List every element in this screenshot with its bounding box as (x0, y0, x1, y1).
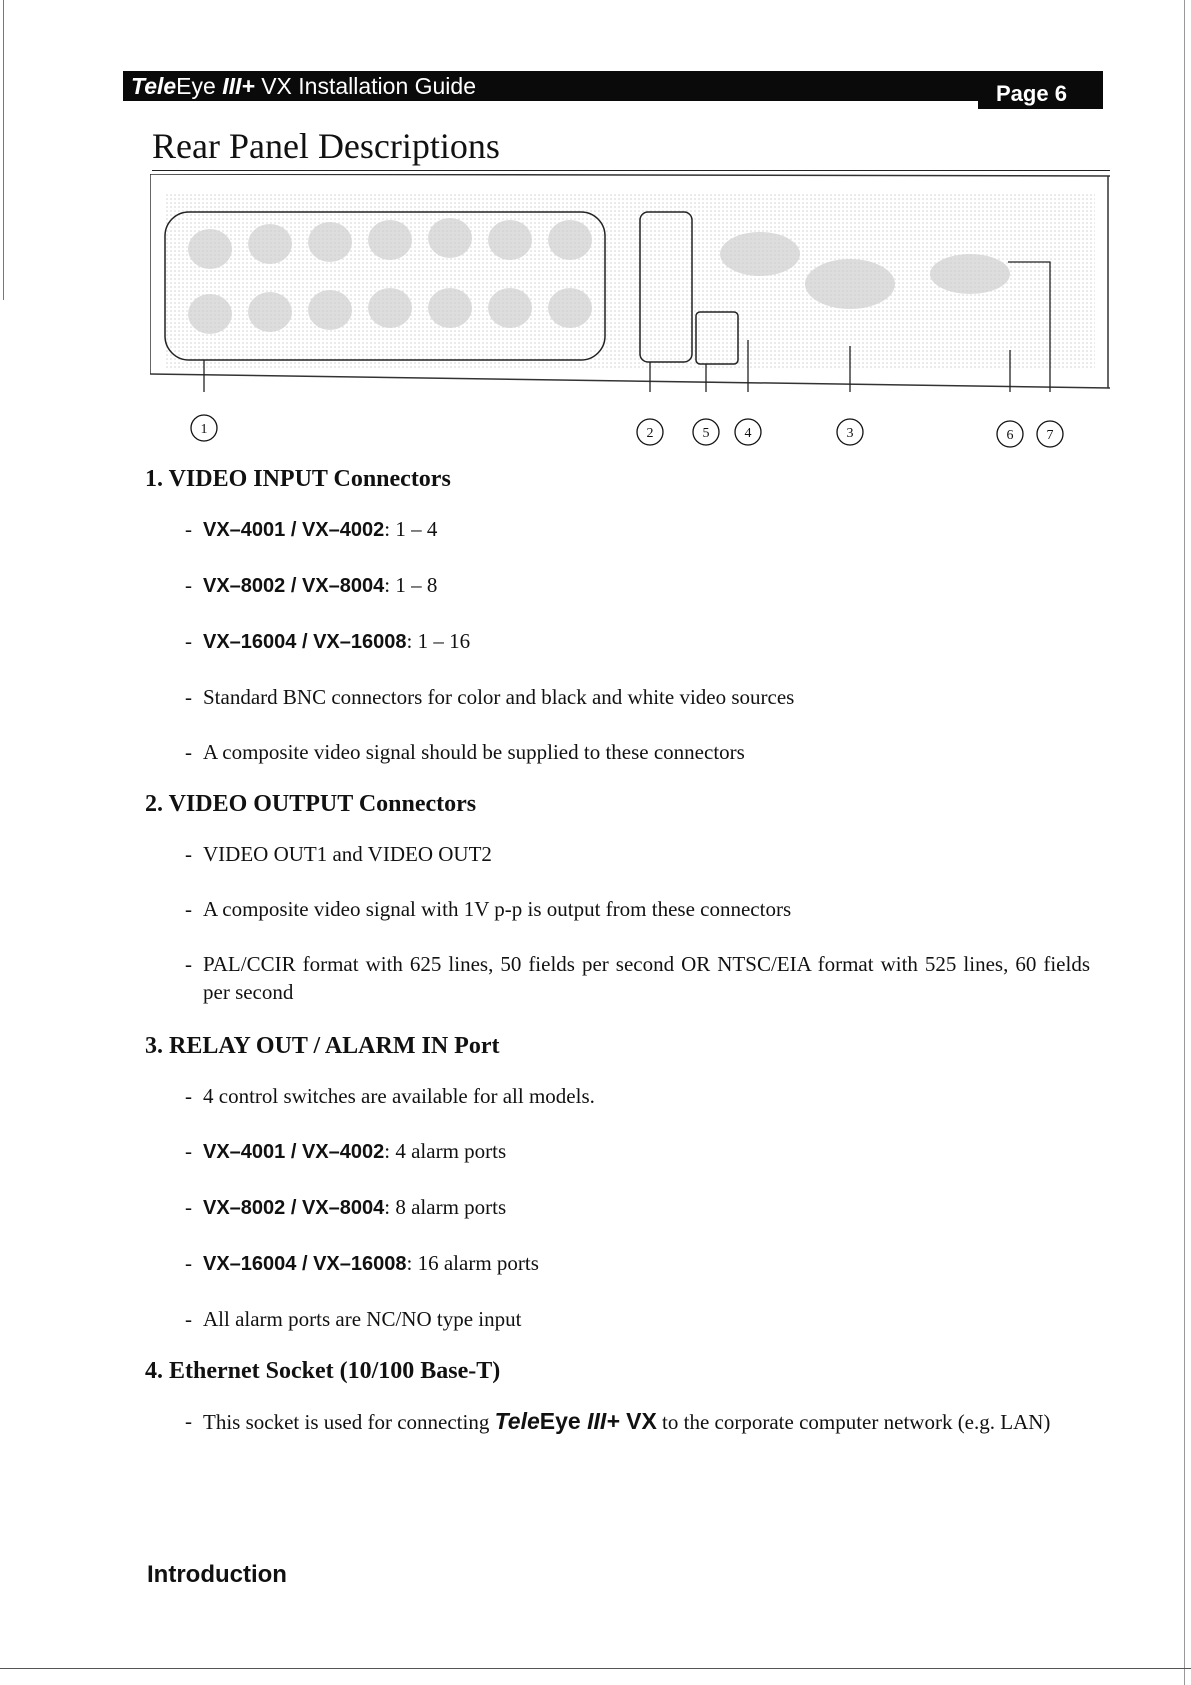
list-item (185, 738, 1090, 766)
item-text: PAL/CCIR format with 625 lines, 50 fields per second OR NTSC/EIA format with 525 lines, 60 fields per second (203, 952, 1090, 1004)
item-text: to the corporate computer network (e.g. LAN) (656, 1410, 1051, 1434)
brand-eye: Eye (176, 73, 223, 99)
brand-model: III+ (222, 73, 255, 99)
header-title (131, 73, 476, 100)
page-number-box (978, 77, 1103, 109)
callout-1-label: 1 (200, 422, 208, 437)
item-text: All alarm ports are NC/NO type input (203, 1307, 522, 1331)
item-text: 4 control switches are available for all models. (203, 1084, 595, 1108)
item-text: Standard BNC connectors for color and black and white video sources (203, 685, 795, 709)
header-bar (123, 71, 1103, 106)
item-text: A composite video signal with 1V p-p is output from these connectors (203, 897, 792, 921)
brand-inline (495, 1408, 657, 1434)
page-right-edge (1184, 0, 1185, 1685)
list-ethernet (145, 1407, 1090, 1436)
item-text: A composite video signal should be supplied to these connectors (203, 740, 745, 764)
callout-5-label: 5 (702, 426, 710, 441)
list-item (185, 950, 1090, 1006)
section-heading-relay-alarm: 3. RELAY OUT / ALARM IN Port (145, 1033, 500, 1059)
content-body (145, 466, 1090, 1436)
brand-vx: VX (619, 1408, 657, 1434)
model-label: VX–4001 / VX–4002 (203, 519, 385, 541)
list-video-output (145, 840, 1090, 1006)
callout-7-label: 7 (1046, 428, 1054, 443)
item-text: : 16 alarm ports (406, 1251, 539, 1275)
section-heading-ethernet: 4. Ethernet Socket (10/100 Base-T) (145, 1358, 501, 1384)
list-item (185, 1305, 1090, 1333)
list-item (185, 1193, 1090, 1222)
list-item (185, 840, 1090, 868)
brand-model: III+ (587, 1408, 620, 1434)
page-number: Page 6 (996, 81, 1067, 106)
brand-tele: Tele (494, 1408, 540, 1434)
model-label: VX–8002 / VX–8004 (203, 1197, 385, 1219)
section-heading-video-input: 1. VIDEO INPUT Connectors (145, 466, 451, 492)
item-text: : 4 alarm ports (384, 1139, 507, 1163)
list-item (185, 683, 1090, 711)
list-video-input (145, 515, 1090, 766)
item-text: : 1 – 8 (384, 573, 438, 597)
panel-body (150, 174, 1110, 388)
item-text: VIDEO OUT1 and VIDEO OUT2 (203, 842, 492, 866)
list-item (185, 1407, 1090, 1436)
list-item (185, 571, 1090, 600)
list-relay-alarm (145, 1082, 1090, 1333)
callout-6-label: 6 (1006, 428, 1014, 443)
model-label: VX–4001 / VX–4002 (203, 1141, 385, 1163)
section-heading-video-output: 2. VIDEO OUTPUT Connectors (145, 791, 477, 817)
model-label: VX–16004 / VX–16008 (203, 1253, 407, 1275)
callout-2-label: 2 (646, 426, 654, 441)
callout-4-label: 4 (744, 426, 752, 441)
title-rule (152, 170, 1110, 171)
rear-panel-diagram (150, 174, 1110, 392)
callout-markers (150, 410, 1110, 450)
footer-section-name: Introduction (147, 1561, 287, 1588)
model-label: VX–8002 / VX–8004 (203, 575, 385, 597)
item-text: This socket is used for connecting (203, 1410, 495, 1434)
item-text: : 1 – 4 (384, 517, 438, 541)
page-title: Rear Panel Descriptions (152, 126, 500, 166)
brand-tele: Tele (131, 73, 177, 99)
header-title-rest: VX Installation Guide (254, 73, 476, 99)
callout-3-label: 3 (846, 426, 854, 441)
list-item (185, 1082, 1090, 1110)
list-item (185, 895, 1090, 923)
list-item (185, 1137, 1090, 1166)
brand-eye: Eye (539, 1408, 588, 1434)
list-item (185, 627, 1090, 656)
item-text: : 8 alarm ports (384, 1195, 507, 1219)
list-item (185, 1249, 1090, 1278)
footer-rule (0, 1668, 1191, 1669)
page-left-edge (3, 0, 4, 300)
list-item (185, 515, 1090, 544)
item-text: : 1 – 16 (406, 629, 471, 653)
model-label: VX–16004 / VX–16008 (203, 631, 407, 653)
